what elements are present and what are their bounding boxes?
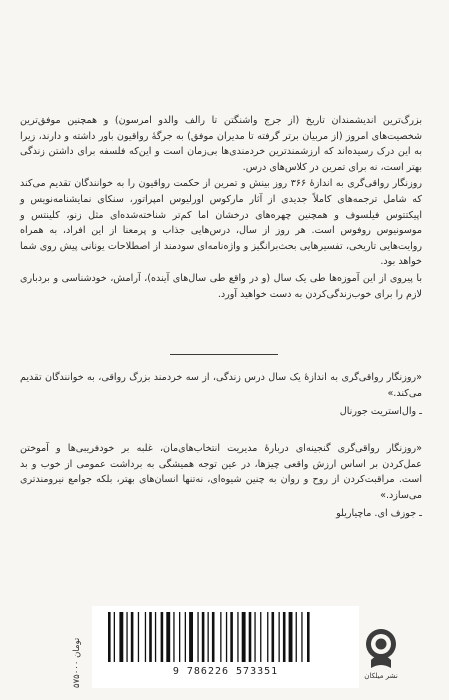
review-quote-2 [20, 441, 422, 522]
review-quote-1 [20, 370, 422, 420]
section-divider [170, 354, 278, 355]
barcode [92, 606, 359, 688]
price-label: ۵۷۵۰۰۰ تومان [72, 637, 82, 688]
quote-text: «روزنگار رواقی‌گری گنجینه‌ای دربارهٔ مدیریت انتخاب‌های‌مان، غلبه بر خودفریبی‌ها و آموختن عمل‌کردن بر اساس ارزش واقعی چیزها، در عین توجه همیشگی به برداشت عمومی از خوب و بد است. مراقبت‌کردن از روح و روان به چنین شیوه‌ای، نه‌تنها انسان‌های بهتر، بلکه جوامع نیرومندتری می‌سازد.» [20, 443, 422, 501]
barcode-bars [106, 612, 346, 662]
blurb-paragraph-1: بزرگ‌ترین اندیشمندان تاریخ (از جرج واشنگتن تا رالف والدو امرسون) و همچنین موفق‌ترین شخصیت‌های امروز (از مربیان برتر گرفته تا مدیران موفق) به جرگهٔ رواقیون باور داشته و دارند، زیرا به این درک رسیده‌اند که ارزشمندترین خردمندی‌ها بی‌زمان است و این‌که فلسفه برای داشتن زندگی بهتر است، نه برای تمرین در کلاس‌های درس. [20, 115, 422, 173]
quote-author: ـ وال‌استریت جورنال [339, 406, 422, 418]
blurb-text [20, 113, 422, 302]
quote-text: «روزنگار رواقی‌گری به اندازهٔ یک سال درس زندگی، از سه خردمند بزرگ رواقی، به خوانندگان تقدیم می‌کند.» [20, 372, 422, 399]
publisher-name: نشر میلکان [364, 672, 398, 680]
blurb-paragraph-2: روزنگار رواقی‌گری به اندازهٔ ۳۶۶ روز بینش و تمرین از حکمت رواقیون را به خوانندگان تقدیم می‌کند که شامل ترجمه‌های کاملاً جدیدی از آثار مارکوس اورلیوس امپراتور، سنکای نمایشنامه‌نویس و اپیکتتوس فیلسوف و همچنین چهره‌های درخشان اما کم‌تر شناخته‌شده‌ای مثل زنو، کلینتس و موسونیوس روفوس است. هر روز از سال، درس‌هایی جذاب و پرمعنا از این افراد، به همراه روایت‌هایی تاریخی، تفسیرهایی بحث‌برانگیز و واژه‌نامه‌ای سودمند از اصطلاحات یونانی پیش روی شما خواهد بود. [20, 178, 422, 268]
quote-author: ـ جوزف ای. ماچیاریلو [336, 508, 422, 520]
barcode-digits: 9 786226 573351 [172, 666, 279, 677]
blurb-paragraph-3: با پیروی از این آموزه‌ها طی یک سال (و در واقع طی سال‌های آینده)، آرامش، خودشناسی و بردباری لازم را برای خوب‌زندگی‌کردن به دست خواهید آورد. [20, 272, 422, 300]
